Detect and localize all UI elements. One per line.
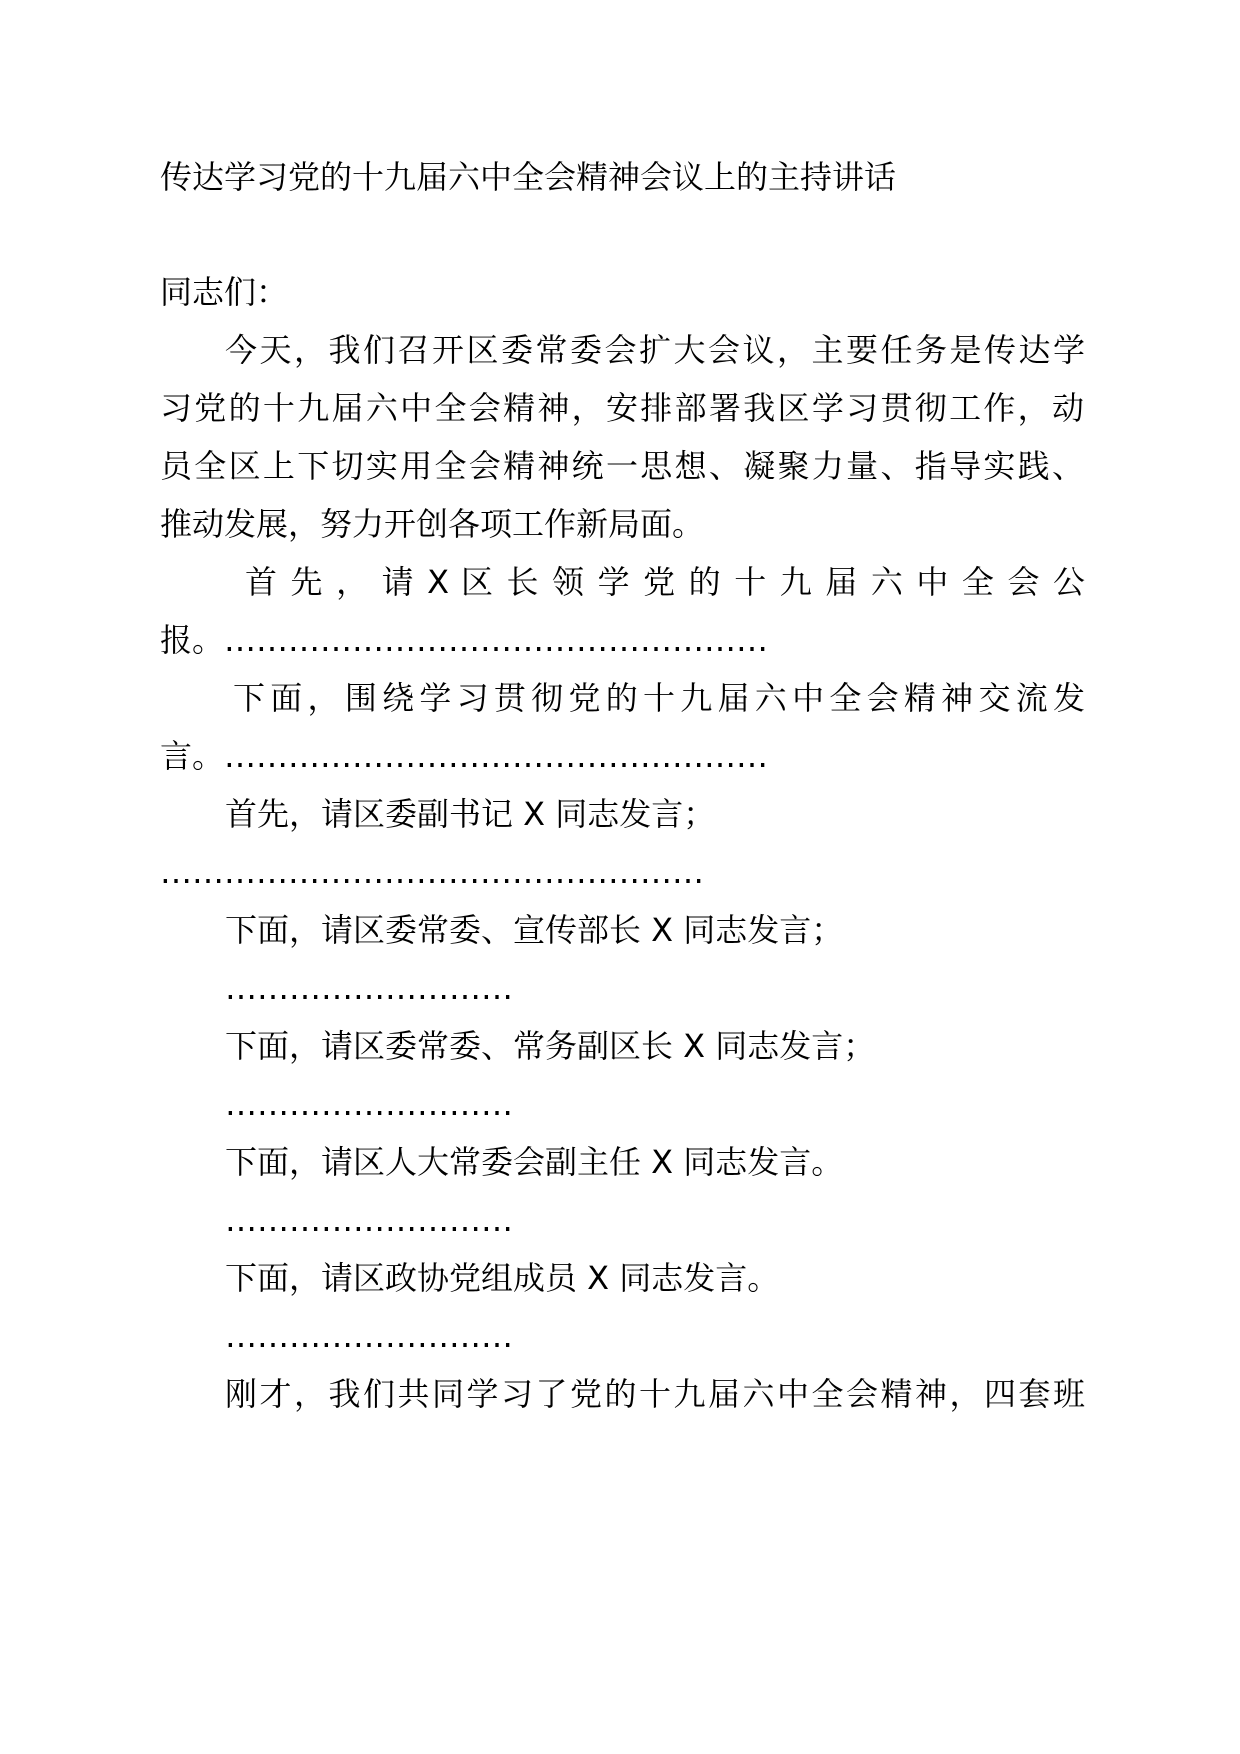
paragraph-line: 刚才，我们共同学习了党的十九届六中全会精神，四套班 — [225, 1375, 1085, 1413]
paragraph-line: 言。…………………………………………… — [160, 737, 769, 775]
paragraph-line: 首先，请区委副书记 X 同志发言； — [225, 795, 716, 833]
paragraph-line: …………………………………………… — [160, 853, 704, 891]
paragraph-line: 下面，请区人大常委会副主任 X 同志发言。 — [225, 1143, 844, 1181]
paragraph-line: 下面，请区政协党组成员 X 同志发言。 — [225, 1259, 780, 1297]
paragraph-line: ……………………… — [225, 1317, 513, 1355]
paragraph-line: 今天，我们召开区委常委会扩大会议，主要任务是传达学 — [225, 331, 1085, 369]
paragraph-line: 下面，请区委常委、宣传部长 X 同志发言； — [225, 911, 844, 949]
paragraph-line: 报。…………………………………………… — [160, 621, 769, 659]
paragraph-line: ……………………… — [225, 1085, 513, 1123]
paragraph-line: 推动发展，努力开创各项工作新局面。 — [160, 505, 705, 543]
paragraph-line: 习党的十九届六中全会精神，安排部署我区学习贯彻工作，动 — [160, 389, 1084, 427]
paragraph-line: 下面，请区委常委、常务副区长 X 同志发言； — [225, 1027, 876, 1065]
salutation: 同志们： — [160, 273, 289, 311]
paragraph-line: 员全区上下切实用全会精神统一思想、凝聚力量、指导实践、 — [160, 447, 1084, 485]
document-title: 传达学习党的十九届六中全会精神会议上的主持讲话 — [160, 158, 897, 196]
paragraph-line: ……………………… — [225, 969, 513, 1007]
paragraph-line: ……………………… — [225, 1201, 513, 1239]
paragraph-line: 下面，围绕学习贯彻党的十九届六中全会精神交流发 — [233, 679, 1085, 717]
paragraph-line: 首 先 ， 请 X 区 长 领 学 党 的 十 九 届 六 中 全 会 公 — [245, 563, 1085, 601]
